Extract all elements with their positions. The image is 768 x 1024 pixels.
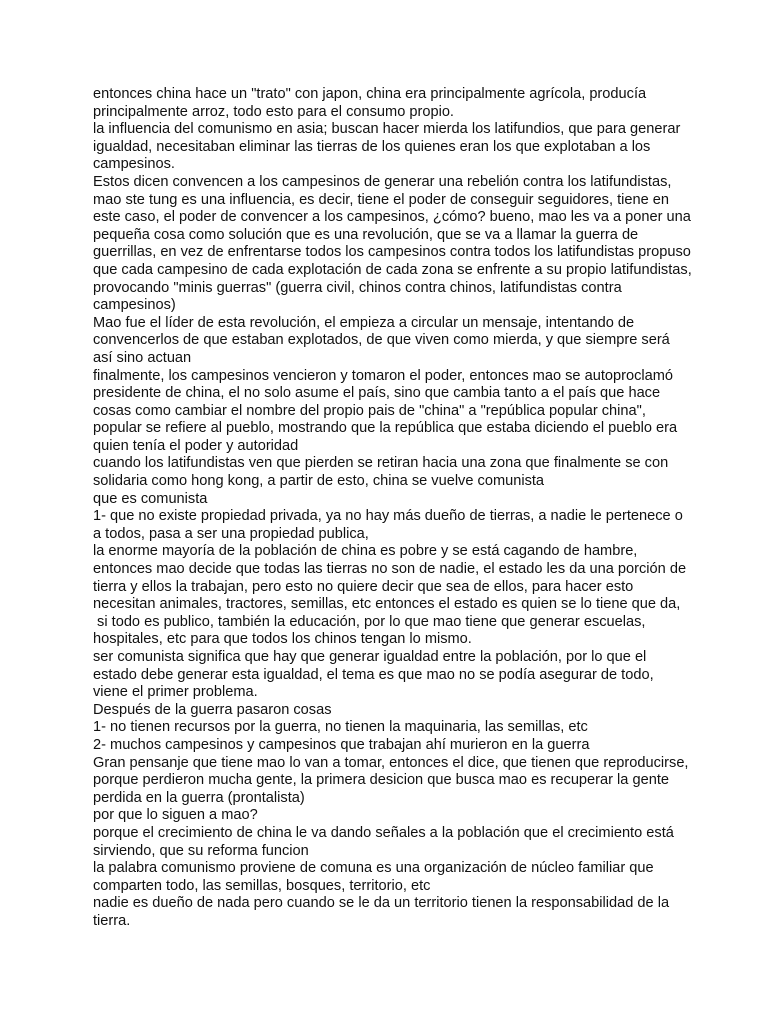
text-line: 1- no tienen recursos por la guerra, no tienen la maquinaria, las semillas, etc	[93, 719, 588, 736]
text-line: Estos dicen convencen a los campesinos de generar una rebelión contra los latifundistas,	[93, 173, 672, 190]
text-line: este caso, el poder de convencer a los campesinos, ¿cómo? bueno, mao les va a poner una	[93, 209, 691, 226]
text-line: la enorme mayoría de la población de china es pobre y se está cagando de hambre,	[93, 543, 638, 560]
text-line: la influencia del comunismo en asia; buscan hacer mierda los latifundios, que para generar	[93, 121, 681, 138]
text-line: si todo es publico, también la educación, por lo que mao tiene que generar escuelas,	[93, 613, 646, 630]
text-line: que cada campesino de cada explotación de cada zona se enfrente a su propio latifundistas,	[93, 261, 692, 278]
text-line: nadie es dueño de nada pero cuando se le da un territorio tienen la responsabilidad de la	[93, 895, 670, 912]
text-line: campesinos)	[93, 297, 176, 314]
text-line: quien tenía el poder y autoridad	[93, 437, 299, 454]
text-line: mao ste tung es una influencia, es decir, tiene el poder de conseguir seguidores, tiene en	[93, 191, 670, 208]
text-line: convencerlos de que estaban explotados, de que viven como mierda, y que siempre será	[93, 332, 670, 349]
text-line: guerrillas, en vez de enfrentarse todos los campesinos contra todos los latifundistas propuso	[93, 244, 691, 261]
text-line: estado debe generar esta igualdad, el tema es que mao no se podía asegurar de todo,	[93, 666, 654, 683]
text-line: así sino actuan	[93, 349, 192, 366]
text-line: tierra y ellos la trabajan, pero esto no quiere decir que sea de ellos, para hacer esto	[93, 578, 634, 595]
text-line: viene el primer problema.	[93, 684, 258, 701]
text-line: 2- muchos campesinos y campesinos que trabajan ahí murieron en la guerra	[93, 736, 590, 753]
text-line: presidente de china, el no solo asume el país, sino que cambia tanto a el país que hace	[93, 385, 661, 402]
text-line: Mao fue el líder de esta revolución, el empieza a circular un mensaje, intentando de	[93, 314, 635, 331]
text-line: entonces china hace un "trato" con japon, china era principalmente agrícola, producía	[93, 86, 647, 102]
text-line: sirviendo, que su reforma funcion	[93, 842, 309, 859]
text-line: necesitan animales, tractores, semillas, etc entonces el estado es quien se lo tiene que da,	[93, 596, 681, 613]
text-line: 1- que no existe propiedad privada, ya no hay más dueño de tierras, a nadie le pertenece o	[93, 508, 683, 525]
text-line: tierra.	[93, 912, 131, 929]
text-line: popular se refiere al pueblo, mostrando que la república que estaba diciendo el pueblo era	[93, 420, 678, 437]
text-line: cosas como cambiar el nombre del propio pais de "china" a "república popular china",	[93, 402, 646, 419]
text-line: la palabra comunismo proviene de comuna es una organización de núcleo familiar que	[93, 860, 654, 877]
text-line: pequeña cosa como solución que es una revolución, que se va a llamar la guerra de	[93, 226, 639, 243]
text-line: porque perdieron mucha gente, la primera desicion que busca mao es recuperar la gente	[93, 772, 669, 789]
text-line: por que lo siguen a mao?	[93, 807, 258, 824]
text-line: ser comunista significa que hay que generar igualdad entre la población, por lo que el	[93, 649, 647, 665]
text-line: solidaria como hong kong, a partir de esto, china se vuelve comunista	[93, 473, 545, 490]
document-body	[93, 86, 692, 931]
text-line: provocando "minis guerras" (guerra civil, chinos contra chinos, latifundistas contra	[93, 279, 622, 296]
text-line: hospitales, etc para que todos los chinos tengan lo mismo.	[93, 631, 472, 648]
text-line: perdida en la guerra (prontalista)	[93, 789, 305, 806]
text-line: cuando los latifundistas ven que pierden se retiran hacia una zona que finalmente se con	[93, 455, 669, 472]
text-line: a todos, pasa a ser una propiedad publica,	[93, 525, 369, 542]
text-line: que es comunista	[93, 490, 208, 507]
text-line: finalmente, los campesinos vencieron y tomaron el poder, entonces mao se autoproclamó	[93, 367, 674, 384]
text-line: igualdad, necesitaban eliminar las tierras de los quienes eran los que explotaban a los	[93, 138, 651, 155]
text-line: principalmente arroz, todo esto para el consumo propio.	[93, 103, 454, 120]
text-line: entonces mao decide que todas las tierras no son de nadie, el estado les da una porción de	[93, 561, 687, 578]
text-line: porque el crecimiento de china le va dando señales a la población que el crecimiento está	[93, 824, 674, 841]
text-line: comparten todo, las semillas, bosques, territorio, etc	[93, 877, 431, 894]
text-line: Después de la guerra pasaron cosas	[93, 701, 332, 718]
text-line: Gran pensanje que tiene mao lo van a tomar, entonces el dice, que tienen que reproducirse,	[93, 754, 689, 771]
text-line: campesinos.	[93, 156, 175, 173]
